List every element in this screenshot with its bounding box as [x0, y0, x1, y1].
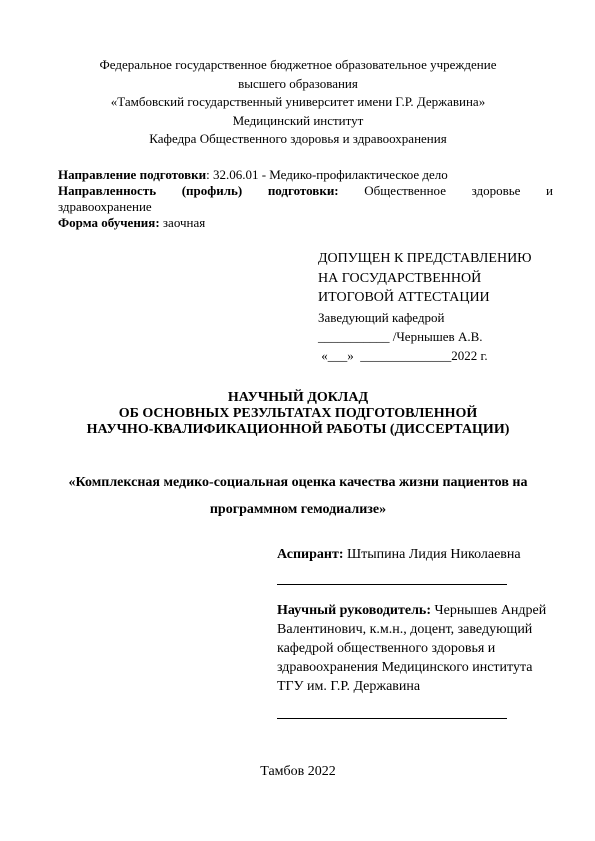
student-name: Штыпина Лидия Николаевна	[343, 547, 521, 562]
report-title-line-1: НАУЧНЫЙ ДОКЛАД	[227, 390, 369, 405]
approval-head-of-department: Заведующий кафедрой	[318, 309, 445, 325]
profile-row	[58, 183, 553, 199]
report-title	[60, 390, 536, 438]
supervisor-name-part-1: Чернышев Андрей	[431, 603, 547, 618]
student-label: Аспирант:	[277, 547, 344, 562]
supervisor-line-3: кафедрой общественного здоровья и	[277, 641, 496, 656]
program-info	[58, 167, 553, 231]
approval-date-line: «___» ______________2022 г.	[318, 347, 488, 363]
direction-label: Направление подготовки	[58, 167, 207, 182]
supervisor-line-5: ТГУ им. Г.Р. Державина	[277, 679, 421, 694]
org-line-department: Кафедра Общественного здоровья и здравоохранения	[149, 131, 447, 146]
approval-line-attestation: ИТОГОВОЙ АТТЕСТАЦИИ	[318, 290, 490, 305]
profile-value-word-2: здоровье	[471, 183, 521, 198]
supervisor-line-4: здравоохранения Медицинского института	[277, 660, 533, 675]
graduate-student	[277, 546, 557, 564]
city-year: Тамбов 2022	[260, 764, 336, 779]
profile-label-word-1: Направленность	[58, 183, 157, 198]
form-value: заочная	[159, 215, 206, 230]
form-row	[58, 215, 553, 231]
org-line-education-level: высшего образования	[238, 75, 358, 91]
student-signature-line	[277, 584, 507, 585]
scientific-supervisor	[277, 601, 557, 696]
report-title-line-2: ОБ ОСНОВНЫХ РЕЗУЛЬТАТАХ ПОДГОТОВЛЕННОЙ	[118, 406, 478, 421]
theme-line-1: «Комплексная медико-социальная оценка качества жизни пациентов на	[68, 475, 528, 490]
organization-header	[60, 56, 536, 149]
profile-value-word-1: Общественное	[364, 183, 446, 198]
supervisor-first-line	[277, 601, 557, 620]
direction-row	[58, 167, 553, 183]
report-title-line-3: НАУЧНО-КВАЛИФИКАЦИОННОЙ РАБОТЫ (ДИССЕРТАЦИИ)	[86, 422, 510, 437]
profile-value-word-3: и	[546, 183, 553, 198]
org-line-institution-type: Федеральное государственное бюджетное образовательное учреждение	[99, 57, 497, 72]
dissertation-theme	[60, 469, 536, 523]
approval-block	[318, 249, 558, 365]
supervisor-line-2: Валентинович, к.м.н., доцент, заведующий	[277, 622, 533, 637]
org-line-university: «Тамбовский государственный университет имени Г.Р. Державина»	[110, 94, 486, 109]
profile-value-continuation: здравоохранение	[58, 199, 152, 214]
org-line-institute: Медицинский институт	[232, 112, 364, 128]
approval-line-admitted: ДОПУЩЕН К ПРЕДСТАВЛЕНИЮ	[318, 251, 532, 266]
theme-line-2: программном гемодиализе»	[209, 502, 387, 517]
profile-label-word-3: подготовки:	[267, 183, 339, 198]
profile-label-word-2: (профиль)	[181, 183, 243, 198]
approval-line-state: НА ГОСУДАРСТВЕННОЙ	[318, 270, 482, 286]
form-label: Форма обучения:	[58, 215, 160, 230]
supervisor-label: Научный руководитель:	[277, 603, 431, 618]
approval-signature-line: ___________ /Чернышев А.В.	[318, 328, 483, 344]
direction-value: : 32.06.01 - Медико-профилактическое дело	[206, 167, 448, 182]
supervisor-signature-line	[277, 718, 507, 719]
